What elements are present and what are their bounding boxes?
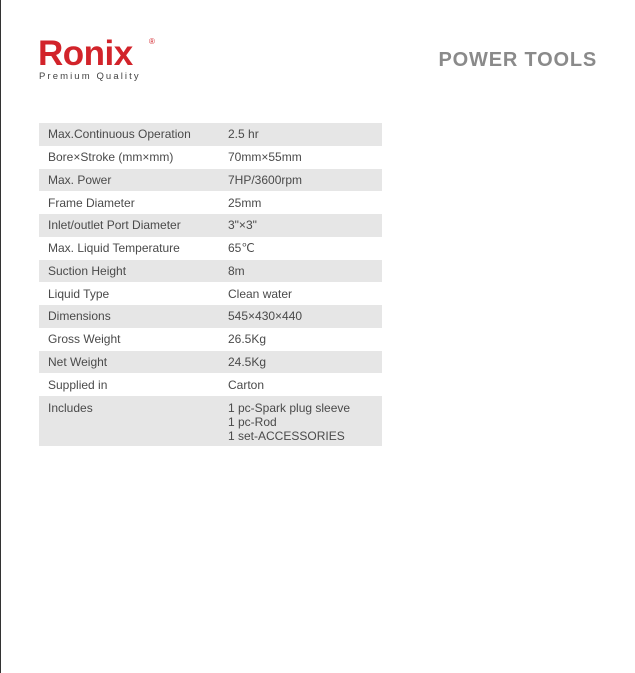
- ronix-logo: [38, 36, 160, 84]
- spec-value: 2.5 hr: [219, 123, 382, 146]
- spec-label: Max. Power: [39, 169, 219, 192]
- spec-value: 70mm×55mm: [228, 150, 302, 165]
- specifications-table: [39, 123, 382, 446]
- spec-value: 26.5Kg: [228, 332, 267, 347]
- spec-row: [39, 351, 382, 374]
- spec-row: [39, 328, 382, 351]
- spec-value: 65℃: [228, 241, 255, 256]
- spec-row: [39, 396, 382, 446]
- spec-label: Net Weight: [39, 351, 219, 374]
- spec-label: Dimensions: [39, 305, 219, 328]
- spec-label: Frame Diameter: [48, 195, 135, 210]
- spec-row: [39, 282, 382, 305]
- page-left-border: [0, 0, 1, 673]
- spec-value: Clean water: [228, 286, 293, 301]
- spec-label: Gross Weight: [48, 332, 121, 347]
- spec-row: [39, 214, 382, 237]
- includes-item: 1 pc-Rod: [228, 415, 277, 429]
- registered-mark: ®: [149, 37, 155, 46]
- logo-wordmark: Ronix: [38, 34, 133, 73]
- spec-label: Supplied in: [48, 377, 108, 392]
- spec-label: Max. Liquid Temperature: [48, 241, 180, 256]
- spec-row: [39, 123, 382, 146]
- spec-row: [39, 237, 382, 260]
- spec-row: [39, 305, 382, 328]
- spec-value: 25mm: [228, 195, 262, 210]
- spec-value: 3"×3": [219, 214, 382, 237]
- spec-value: 7HP/3600rpm: [219, 169, 382, 192]
- spec-value: Carton: [228, 377, 265, 392]
- section-title: POWER TOOLS: [438, 49, 597, 71]
- spec-value: 24.5Kg: [219, 351, 382, 374]
- spec-row: [39, 169, 382, 192]
- spec-row: [39, 191, 382, 214]
- logo-tagline: Premium Quality: [39, 71, 141, 82]
- spec-row: [39, 373, 382, 396]
- spec-label: Bore×Stroke (mm×mm): [48, 150, 174, 165]
- spec-value: 545×430×440: [219, 305, 382, 328]
- spec-label: Liquid Type: [48, 286, 110, 301]
- spec-label: Includes: [39, 396, 219, 446]
- spec-label: Suction Height: [39, 260, 219, 283]
- spec-row: [39, 146, 382, 169]
- spec-value: 8m: [219, 260, 382, 283]
- spec-label: Inlet/outlet Port Diameter: [39, 214, 219, 237]
- spec-row: [39, 260, 382, 283]
- spec-value-list: [219, 396, 382, 446]
- includes-item: 1 set-ACCESSORIES: [228, 429, 345, 443]
- spec-label: Max.Continuous Operation: [39, 123, 219, 146]
- includes-item: 1 pc-Spark plug sleeve: [228, 401, 351, 415]
